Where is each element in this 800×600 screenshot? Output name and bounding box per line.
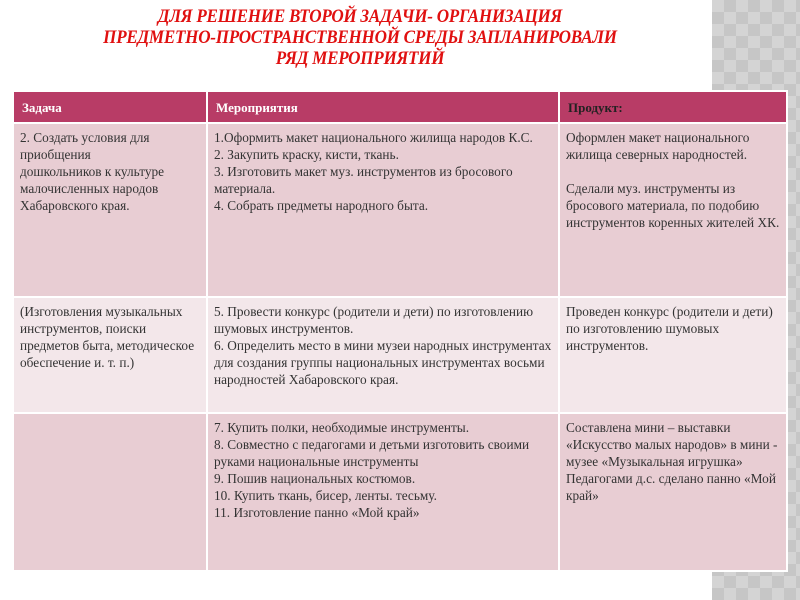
- header-product: Продукт:: [560, 92, 786, 122]
- table-row: [14, 414, 786, 570]
- table-header-row: [14, 92, 786, 122]
- activities-cell: 1.Оформить макет национального жилища народов К.С. 2. Закупить краску, кисти, ткань. 3. Изготовить макет муз. инструментов из бросового материала. 4. Собрать предметы народного быта.: [208, 124, 558, 296]
- slide-title: ДЛЯ РЕШЕНИЕ ВТОРОЙ ЗАДАЧИ- ОРГАНИЗАЦИЯ ПРЕДМЕТНО-ПРОСТРАНСТВЕННОЙ СРЕДЫ ЗАПЛАНИРОВАЛИ РЯД МЕРОПРИЯТИЙ: [103, 6, 617, 69]
- task-cell: (Изготовления музыкальных инструментов, поиски предметов быта, методическое обеспечение и. т. п.): [14, 298, 206, 412]
- task-cell: 2. Создать условия для приобщения дошкольников к культуре малочисленных народов Хабаровского края.: [14, 124, 206, 296]
- header-task: Задача: [14, 92, 206, 122]
- task-cell: [14, 414, 206, 570]
- table-row: [14, 124, 786, 296]
- activities-cell: 5. Провести конкурс (родители и дети) по изготовлению шумовых инструментов. 6. Определить место в мини музеи народных инструментах для создания группы национальных инструментах восьми народностей Хабаровского края.: [208, 298, 558, 412]
- activities-cell: 7. Купить полки, необходимые инструменты. 8. Совместно с педагогами и детьми изготовить своими руками национальные инструменты 9. Пошив национальных костюмов. 10. Купить ткань, бисер, ленты. тесьму. 11. Изготовление панно «Мой край»: [208, 414, 558, 570]
- product-cell: Составлена мини – выставки «Искусство малых народов» в мини - музее «Музыкальная игрушка» Педагогами д.с. сделано панно «Мой край»: [560, 414, 786, 570]
- header-activities: Мероприятия: [208, 92, 558, 122]
- table-row: [14, 298, 786, 412]
- product-cell: Оформлен макет национального жилища северных народностей. Сделали муз. инструменты из бросового материала, по подобию инструментов коренных жителей ХК.: [560, 124, 786, 296]
- activities-table: [12, 90, 788, 572]
- product-cell: Проведен конкурс (родители и дети) по изготовлению шумовых инструментов.: [560, 298, 786, 412]
